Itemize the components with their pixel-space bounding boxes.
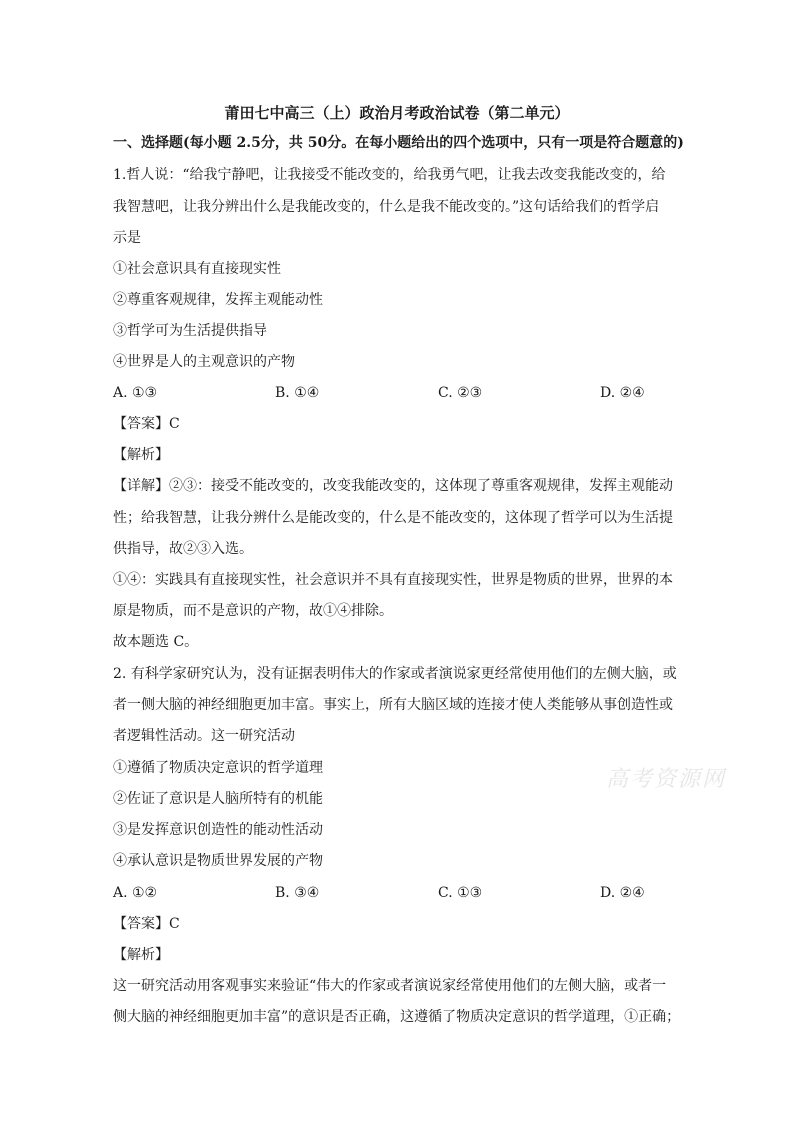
section-heading: 一、选择题(每小题 2.5分，共 50分。在每小题给出的四个选项中，只有一项是符合题意的) xyxy=(113,135,684,151)
q1-stem-line: 我智慧吧，让我分辨出什么是我能改变的，什么是我不能改变的。”这句话给我们的哲学启 xyxy=(113,199,660,215)
q1-item: ②尊重客观规律，发挥主观能动性 xyxy=(113,292,323,308)
q1-analysis-label: 【解析】 xyxy=(113,447,169,463)
q1-option-c: C. ②③ xyxy=(438,385,483,401)
q2-stem-line: 者逻辑性活动。这一研究活动 xyxy=(113,728,295,744)
q1-analysis-line: ①④：实践具有直接现实性，社会意识并不具有直接现实性，世界是物质的世界，世界的本 xyxy=(113,572,673,588)
q1-stem-line: 示是 xyxy=(113,230,141,246)
q2-stem-line: 2. 有科学家研究认为，没有证据表明伟大的作家或者演说家更经常使用他们的左侧大脑，或 xyxy=(113,666,677,682)
q2-options xyxy=(113,884,683,902)
q1-analysis-line: 【详解】②③：接受不能改变的，改变我能改变的，这体现了尊重客观规律，发挥主观能动 xyxy=(113,478,673,494)
q2-analysis-line: 这一研究活动用客观事实来验证“伟大的作家或者演说家经常使用他们的左侧大脑，或者一 xyxy=(113,978,667,994)
q1-analysis-line: 供指导，故②③入选。 xyxy=(113,541,253,557)
q1-option-a: A. ①③ xyxy=(113,385,158,401)
q2-item: ①遵循了物质决定意识的哲学道理 xyxy=(113,760,323,776)
q2-option-c: C. ①③ xyxy=(438,885,483,901)
q2-analysis-line: 侧大脑的神经细胞更加丰富”的意识是否正确，这遵循了物质决定意识的哲学道理，①正确； xyxy=(113,1009,681,1025)
q1-stem-line: 1.哲人说：“给我宁静吧，让我接受不能改变的，给我勇气吧，让我去改变我能改变的，给 xyxy=(113,167,666,183)
q2-option-b: B. ③④ xyxy=(275,885,320,901)
q2-item: ②佐证了意识是人脑所特有的机能 xyxy=(113,791,323,807)
q2-answer: 【答案】C xyxy=(113,916,180,932)
q2-option-d: D. ②④ xyxy=(600,885,645,901)
q2-item: ④承认意识是物质世界发展的产物 xyxy=(113,853,323,869)
q2-item: ③是发挥意识创造性的能动性活动 xyxy=(113,822,323,838)
q1-option-b: B. ①④ xyxy=(275,385,320,401)
q1-options xyxy=(113,384,683,402)
q2-stem-line: 者一侧大脑的神经细胞更加丰富。事实上，所有大脑区域的连接才使人类能够从事创造性或 xyxy=(113,697,673,713)
watermark: 高考资源网 xyxy=(606,767,727,792)
q1-option-d: D. ②④ xyxy=(600,385,645,401)
q2-option-a: A. ①② xyxy=(113,885,158,901)
q1-analysis-line: 性；给我智慧，让我分辨什么是能改变的，什么是不能改变的，这体现了哲学可以为生活提 xyxy=(113,510,673,526)
q1-item: ①社会意识具有直接现实性 xyxy=(113,261,281,277)
q1-answer: 【答案】C xyxy=(113,416,180,432)
q1-analysis-line: 原是物质，而不是意识的产物，故①④排除。 xyxy=(113,603,393,619)
q1-item: ④世界是人的主观意识的产物 xyxy=(113,354,295,370)
page-title: 莆田七中高三（上）政治月考政治试卷（第二单元） xyxy=(224,104,570,122)
q1-analysis-line: 故本题选 C。 xyxy=(113,634,199,650)
q2-analysis-label: 【解析】 xyxy=(113,947,169,963)
q1-item: ③哲学可为生活提供指导 xyxy=(113,323,267,339)
